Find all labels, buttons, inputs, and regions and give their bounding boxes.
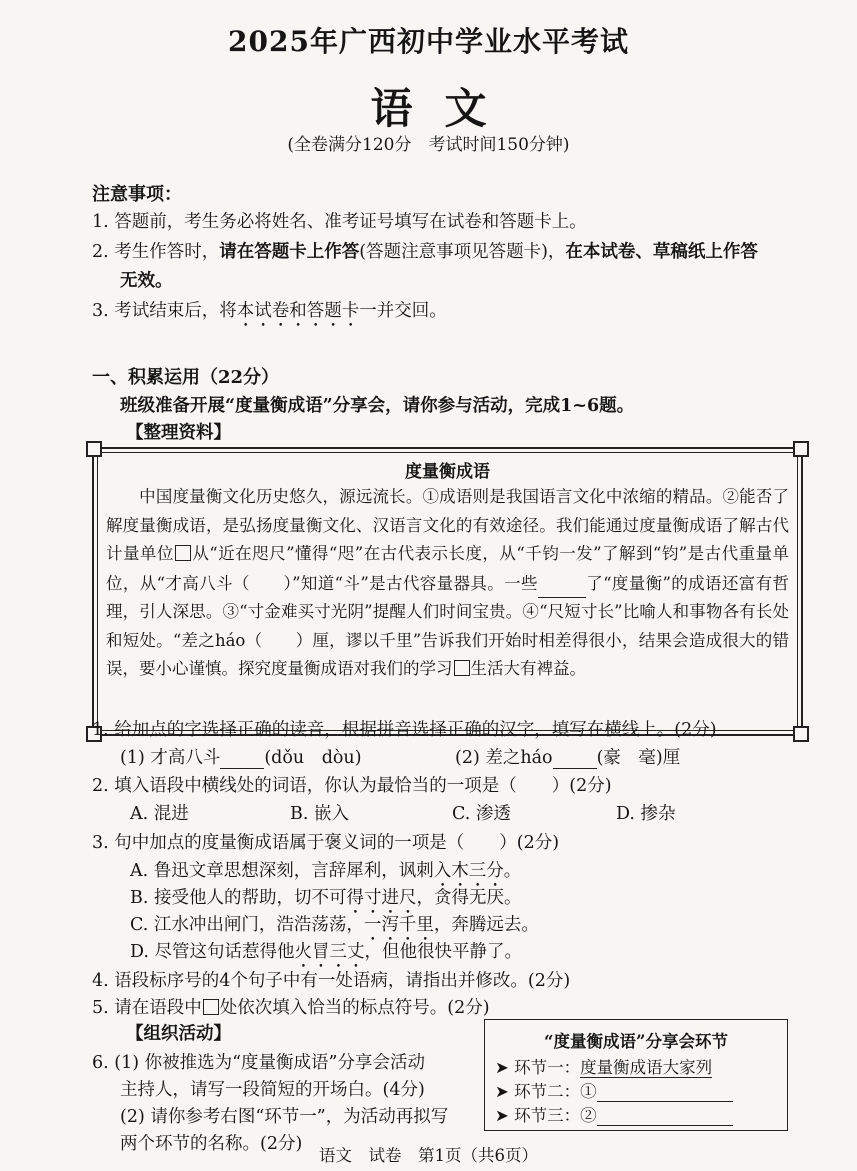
question-2: 2. 填入语段中横线处的词语，你认为最恰当的一项是（ ）(2分) <box>92 776 612 796</box>
q2-option-a: A. 混进 <box>130 804 189 824</box>
q3-b-idiom: 得寸进尺 <box>346 888 417 908</box>
question-4: 4. 语段标序号的4个句子中有一处语病，请指出并修改。(2分) <box>92 971 571 991</box>
q3-b-text: B. 接受他人的帮助，切不可 <box>130 888 347 908</box>
exam-title: 2025年广西初中学业水平考试 <box>228 25 629 58</box>
punctuation-box-2 <box>454 660 470 676</box>
question-1: 1. 给加点的字选择正确的读音，根据拼音选择正确的汉字，填写在横线上。(2分) <box>92 720 717 740</box>
notice-item-3-b: 本试卷和答题卡 <box>236 301 360 321</box>
q2-option-d: D. 掺杂 <box>616 804 676 824</box>
punctuation-box-1 <box>175 545 191 561</box>
q3-c-idiom: 一泻千里 <box>363 915 434 935</box>
notice-item-2-b: 请在答题卡上作答 <box>219 242 360 262</box>
session-box-title: “度量衡成语”分享会环节 <box>544 1032 728 1051</box>
punctuation-box-icon <box>203 999 219 1015</box>
q5-text-a: 5. 请在语段中 <box>92 998 202 1018</box>
answer-blank <box>597 1082 733 1102</box>
notice-item-2-d: 在本试卷、草稿纸上作答 <box>565 242 758 262</box>
question-6-line-2: 主持人，请写一段简短的开场白。(4分) <box>120 1080 425 1100</box>
page-footer: 语文 试卷 第1页（共6页） <box>319 1146 538 1165</box>
question-6-line-3: (2) 请你参考右图“环节一”，为活动再拟写 <box>120 1107 449 1127</box>
question-6-line-4: 两个环节的名称。(2分) <box>120 1134 303 1154</box>
passage-part-2: 从“近在咫尺”懂得“咫”在古代表示长度，从“千钧一发”了解到“钧”是古代重量单位，从“才高八斗（ ）”知道“斗”是古代容量器具。一些 <box>106 544 790 593</box>
answer-blank <box>597 1106 733 1126</box>
passage-part-1: 中国度量衡文化历史悠久，源远流长。①成语则是我国语言文化中浓缩的精品。②能否了解度量衡成语，是弘扬度量衡文化、汉语言文化的有效途径。我们能通过度量衡成语了解古代计量单位 <box>106 487 789 563</box>
box-corner <box>86 441 102 457</box>
q3-c-end: ，奔腾远去。 <box>433 915 539 935</box>
box-corner <box>793 441 809 457</box>
session-1-value: 度量衡成语大家列 <box>580 1058 713 1077</box>
q3-d-end: ，但他很快平静了。 <box>364 942 523 962</box>
notice-item-2-c: (答题注意事项见答题卡)， <box>359 242 566 262</box>
session-row-2 <box>495 1078 733 1102</box>
q3-a-end: 。 <box>503 861 522 881</box>
passage-title: 度量衡成语 <box>405 462 490 482</box>
section-1-intro: 班级准备开展“度量衡成语”分享会，请你参与活动，完成1~6题。 <box>120 396 635 416</box>
question-5 <box>92 994 490 1019</box>
question-3: 3. 句中加点的度量衡成语属于褒义词的一项是（ ）(2分) <box>92 833 560 853</box>
q1-part2-text: (2) 差之háo <box>455 748 553 768</box>
session-box <box>484 1019 788 1131</box>
q1-part1-text: (1) 才高八斗 <box>120 748 221 768</box>
q3-a-idiom: 入木三分 <box>433 861 504 881</box>
answer-blank <box>220 748 264 769</box>
notice-heading: 注意事项： <box>92 184 182 205</box>
session-row-3 <box>495 1102 733 1126</box>
exam-meta: (全卷满分120分 考试时间150分钟) <box>287 135 570 155</box>
passage-text <box>106 483 789 684</box>
q3-a-text: A. 鲁迅文章思想深刻，言辞犀利，讽刺 <box>130 861 434 881</box>
notice-item-3 <box>92 297 447 331</box>
session-3-label: ➤ 环节三：② <box>495 1106 597 1125</box>
section-1-heading: 一、积累运用（22分） <box>92 367 280 388</box>
q3-b-end: ，贪得无厌。 <box>416 888 522 908</box>
session-1-label: ➤ 环节一： <box>495 1058 581 1077</box>
q3-c-text: C. 江水冲出闸门，浩浩荡荡， <box>130 915 364 935</box>
question-1-part-1 <box>120 744 362 769</box>
q3-d-text: D. 尽管这句话惹得他 <box>130 942 295 962</box>
q5-text-b: 处依次填入恰当的标点符号。(2分) <box>219 998 490 1018</box>
tag-organize-materials: 【整理资料】 <box>126 423 231 443</box>
q1-part2-options: (豪 毫)厘 <box>596 748 681 768</box>
question-6-line-1: 6. (1) 你被推选为“度量衡成语”分享会活动 <box>92 1053 426 1073</box>
session-2-label: ➤ 环节二：① <box>495 1082 597 1101</box>
question-1-part-2 <box>455 744 680 769</box>
q2-option-b: B. 嵌入 <box>290 804 349 824</box>
notice-item-2-e: 无效。 <box>120 271 173 291</box>
subject-title: 语文 <box>370 84 519 133</box>
q2-option-c: C. 渗透 <box>452 804 511 824</box>
q3-d-idiom: 火冒三丈 <box>294 942 365 962</box>
box-corner <box>793 726 809 742</box>
notice-item-1: 1. 答题前，考生务必将姓名、准考证号填写在试卷和答题卡上。 <box>92 212 587 232</box>
passage-part-3: 了“度量衡”的成语还富有哲理，引人深思。③“寸金难买寸光阴”提醒人们时间宝贵。④“尺短寸长”比喻人和事物各有长处和短处。“差之háo（ ）厘，谬以千里”告诉我们开始时相差得很小，结果会造成很大的错误，要小心谨慎。探究度量衡成语对我们的学习 <box>106 573 789 678</box>
passage-box <box>92 447 803 736</box>
session-row-1 <box>495 1054 712 1078</box>
notice-item-2-a: 2. 考生作答时， <box>92 242 220 262</box>
tag-organize-activity: 【组织活动】 <box>126 1024 231 1044</box>
notice-item-3-a: 3. 考试结束后，将 <box>92 301 237 321</box>
notice-item-2 <box>92 238 758 263</box>
passage-part-4: 生活大有裨益。 <box>470 659 586 678</box>
q1-part1-options: (dǒu dòu) <box>264 748 362 768</box>
passage-blank-line <box>538 569 586 599</box>
notice-item-3-c: 一并交回。 <box>359 301 447 321</box>
answer-blank <box>553 748 597 769</box>
